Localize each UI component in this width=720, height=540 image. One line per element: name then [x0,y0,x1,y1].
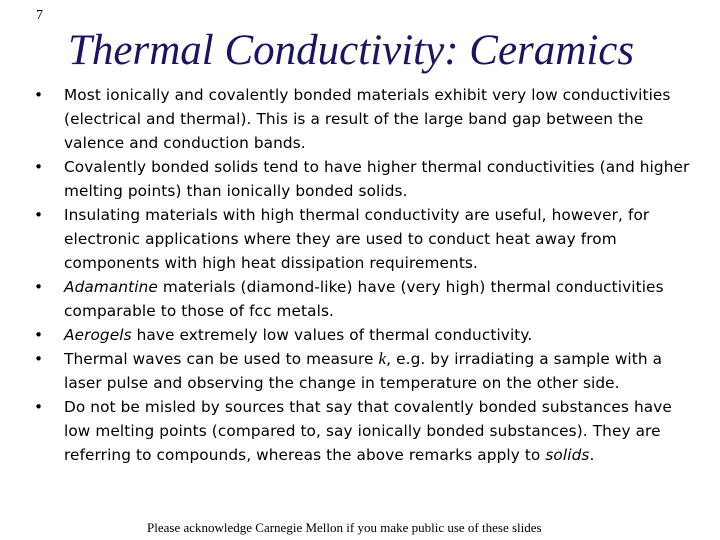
bullet-item [34,395,692,467]
bullet-dot-icon [34,323,64,347]
bullet-text: materials (diamond-like) have (very high) thermal conductivities comparable to those of fcc metals. [64,278,664,320]
emphasis-term: Adamantine [64,278,158,296]
bullet-dot-icon [34,83,64,107]
bullet-text: Covalently bonded solids tend to have higher thermal conductivities (and higher melting points) than ionically bonded solids. [64,158,690,200]
bullet-text: have extremely low values of thermal conductivity. [131,326,533,344]
bullet-dot-icon [34,275,64,299]
emphasis-term: solids [545,446,590,464]
bullet-dot-icon [34,203,64,227]
math-variable: k [378,349,387,368]
bullet-text: Most ionically and covalently bonded materials exhibit very low conductivities (electrical and thermal). This is a result of the large band gap between the valence and conduction bands. [64,86,671,152]
bullet-dot-icon [34,395,64,419]
bullet-item [34,347,692,395]
slide-number: 7 [36,8,43,23]
bullet-text: , e.g. by irradiating a sample with a laser pulse and observing the change in temperature on the other side. [64,350,663,392]
bullet-item [34,155,692,203]
bullet-item [34,83,692,155]
footer-note: Please acknowledge Carnegie Mellon if you make public use of these slides [147,520,542,535]
bullet-text: Thermal waves can be used to measure [64,350,379,368]
bullet-dot-icon [34,155,64,179]
bullet-item [34,323,692,347]
slide-title: Thermal Conductivity: Ceramics [68,27,635,74]
bullet-dot-icon [34,347,64,371]
bullet-item [34,203,692,275]
bullet-text: Insulating materials with high thermal conductivity are useful, however, for electronic applications where they are used to conduct heat away from components with high heat dissipation requirements. [64,206,650,272]
bullet-list [34,83,692,467]
emphasis-term: Aerogels [64,326,132,344]
bullet-text: Do not be misled by sources that say that covalently bonded substances have low melting points (compared to, say ionically bonded substances). They are referring to compounds, whereas the above remarks apply to [64,398,672,464]
bullet-item [34,275,692,323]
bullet-text: . [589,446,595,464]
